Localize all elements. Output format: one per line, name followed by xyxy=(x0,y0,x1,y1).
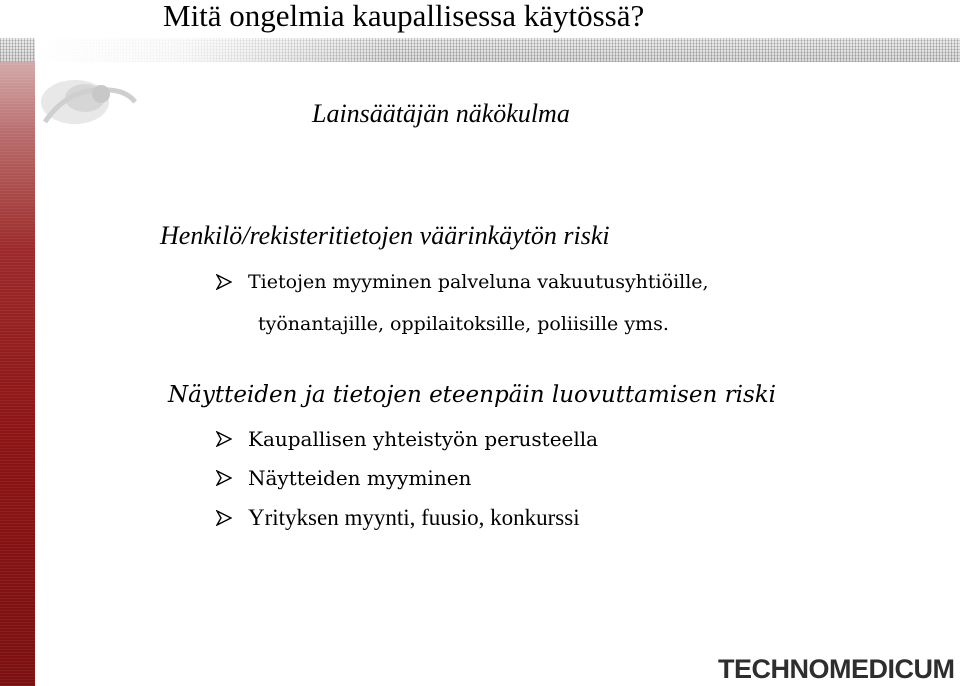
slide-subtitle: Lainsäätäjän näkökulma xyxy=(312,99,570,128)
bullet-text-continuation: työnantajille, oppilaitoksille, poliisille yms. xyxy=(258,313,669,335)
arrowhead-bullet-icon xyxy=(216,274,232,290)
section-heading-samples: Näytteiden ja tietojen eteenpäin luovuttamisen riski xyxy=(168,382,777,408)
section-heading-personal-data: Henkilö/rekisteritietojen väärinkäytön riski xyxy=(160,221,610,250)
left-sidebar-band xyxy=(0,62,35,686)
bullet-text: Tietojen myyminen palveluna vakuutusyhtiöille, xyxy=(248,271,709,293)
brand-logo: TECHNOMEDICUM xyxy=(718,654,955,684)
arrowhead-bullet-icon xyxy=(216,431,232,447)
arrowhead-bullet-icon xyxy=(216,470,232,486)
arrowhead-bullet-icon xyxy=(216,510,232,526)
bullet-text: Kaupallisen yhteistyön perusteella xyxy=(248,427,599,451)
bullet-text: Yrityksen myynti, fuusio, konkurssi xyxy=(248,505,580,530)
bullet-text: Näytteiden myyminen xyxy=(248,466,472,490)
slide-title: Mitä ongelmia kaupallisessa käytössä? xyxy=(163,0,645,33)
header-bar-fade xyxy=(35,38,395,62)
hand-watermark-icon xyxy=(35,62,145,142)
